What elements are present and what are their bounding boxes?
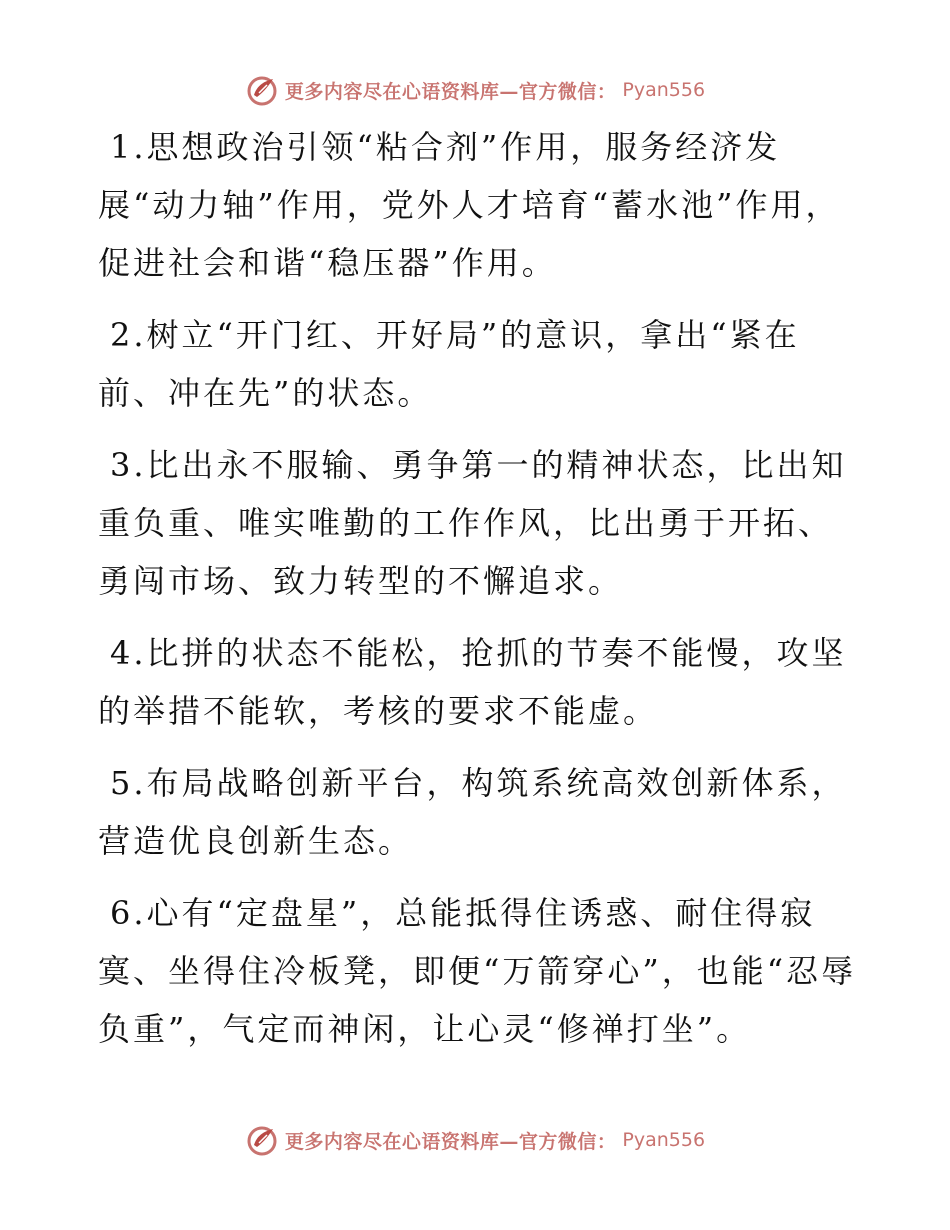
- list-item-3: 3.比出永不服输、勇争第一的精神状态，比出知重负重、唯实唯勤的工作作风，比出勇于开拓、勇闯市场、致力转型的不懈追求。: [98, 446, 847, 600]
- banner-text: 更多内容尽在心语资料库—官方微信：: [284, 1130, 617, 1153]
- list-item-1: 1.思想政治引领“粘合剂”作用，服务经济发展“动力轴”作用，党外人才培育“蓄水池”作用，促进社会和谐“稳压器”作用。: [98, 128, 841, 282]
- header-banner: [0, 68, 950, 112]
- banner-wechat-id: Pyan556: [622, 1129, 706, 1151]
- content-list: [98, 118, 858, 1072]
- list-item-6: 6.心有“定盘星”，总能抵得住诱惑、耐住得寂寞、坐得住冷板凳，即便“万箭穿心”，也能“忍辱负重”，气定而神闲，让心灵“修禅打坐”。: [98, 894, 857, 1048]
- list-item-2: 2.树立“开门红、开好局”的意识，拿出“紧在前、冲在先”的状态。: [98, 316, 800, 412]
- footer-banner: [0, 1118, 950, 1162]
- list-item-5: 5.布局战略创新平台，构筑系统高效创新体系，营造优良创新生态。: [98, 764, 847, 860]
- heart-leaf-logo-icon: [245, 1123, 279, 1157]
- banner-text: 更多内容尽在心语资料库—官方微信：: [284, 80, 617, 103]
- list-item-4: 4.比拼的状态不能松，抢抓的节奏不能慢，攻坚的举措不能软，考核的要求不能虚。: [98, 634, 847, 730]
- banner-wechat-id: Pyan556: [622, 79, 706, 101]
- heart-leaf-logo-icon: [245, 73, 279, 107]
